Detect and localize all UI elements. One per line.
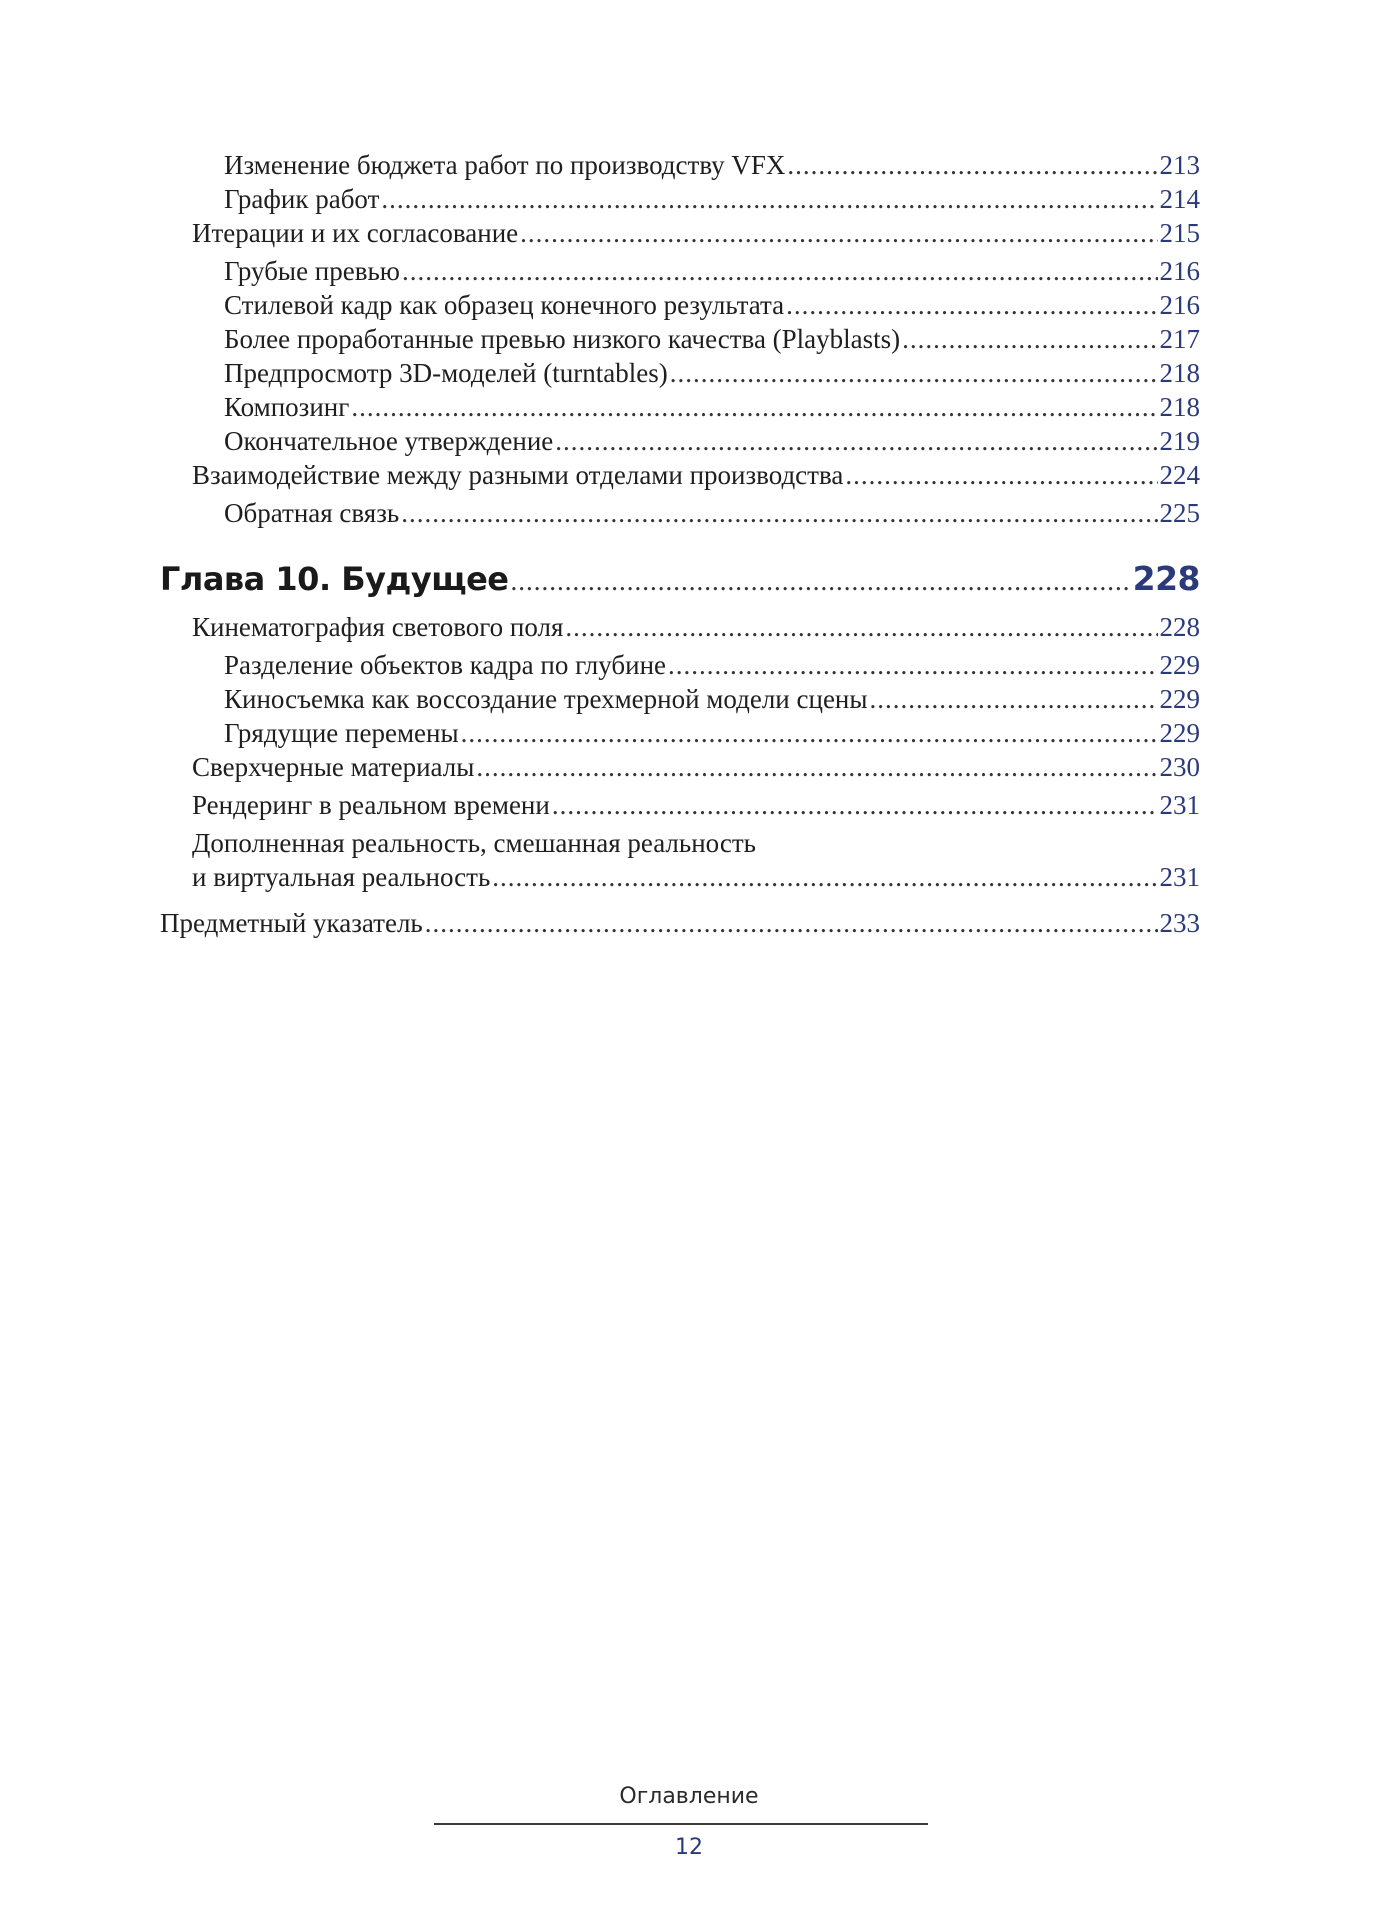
dot-leader bbox=[845, 462, 1157, 489]
toc-page-number: 229 bbox=[1159, 650, 1200, 680]
toc-entry-title: Композинг bbox=[224, 392, 350, 422]
toc-entry-title: Изменение бюджета работ по производству VFX bbox=[224, 150, 786, 180]
toc-entry-title: Предметный указатель bbox=[160, 908, 423, 938]
toc-chapter-10[interactable] bbox=[160, 559, 1200, 598]
toc-page-number: 218 bbox=[1159, 358, 1200, 388]
toc-entry-playblasts[interactable] bbox=[160, 326, 1200, 353]
toc-entry-title: Обратная связь bbox=[224, 498, 400, 528]
dot-leader bbox=[870, 686, 1158, 713]
dot-leader bbox=[520, 220, 1157, 247]
toc-page-number: 214 bbox=[1159, 184, 1200, 214]
toc-entry-title: Итерации и их согласование bbox=[192, 218, 519, 248]
dot-leader bbox=[402, 258, 1158, 285]
toc-page-number: 219 bbox=[1159, 426, 1200, 456]
toc-entry-index[interactable] bbox=[160, 910, 1200, 937]
dot-leader bbox=[670, 360, 1158, 387]
page-number: 12 bbox=[675, 1835, 703, 1860]
dot-leader bbox=[510, 568, 1130, 595]
toc-page-number: 217 bbox=[1159, 324, 1200, 354]
toc-entry-style-frame[interactable] bbox=[160, 292, 1200, 319]
dot-leader bbox=[565, 614, 1157, 641]
toc-entry-title: Кинематография светового поля bbox=[192, 612, 564, 642]
toc-page-number: 218 bbox=[1159, 392, 1200, 422]
toc-page-number: 215 bbox=[1159, 218, 1200, 248]
toc-entry-title: Предпросмотр 3D-моделей (turntables) bbox=[224, 358, 668, 388]
toc-entry-schedule[interactable] bbox=[160, 186, 1200, 213]
toc-entry-title: Сверхчерные материалы bbox=[192, 752, 475, 782]
toc-entry-xr[interactable] bbox=[160, 864, 1200, 891]
toc-entry-departments[interactable] bbox=[160, 462, 1200, 489]
dot-leader bbox=[668, 652, 1157, 679]
chapter-title: Глава 10. Будущее bbox=[160, 560, 509, 598]
toc-entry-title: Грядущие перемены bbox=[224, 718, 459, 748]
dot-leader bbox=[787, 152, 1157, 179]
toc-entry-superblack[interactable] bbox=[160, 754, 1200, 781]
toc-page-number: 228 bbox=[1159, 612, 1200, 642]
toc-entry-depth-separation[interactable] bbox=[160, 652, 1200, 679]
toc-entry-title: Взаимодействие между разными отделами производства bbox=[192, 460, 844, 490]
dot-leader bbox=[401, 500, 1157, 527]
dot-leader bbox=[555, 428, 1157, 455]
dot-leader bbox=[381, 186, 1157, 213]
toc-entry-3d-scene[interactable] bbox=[160, 686, 1200, 713]
toc-entry-turntables[interactable] bbox=[160, 360, 1200, 387]
toc-entry-light-field[interactable] bbox=[160, 614, 1200, 641]
toc-page-number: 233 bbox=[1159, 908, 1200, 938]
toc-entry-title: График работ bbox=[224, 184, 380, 214]
toc-page-number: 231 bbox=[1159, 790, 1200, 820]
running-footer-title: Оглавление bbox=[619, 1784, 759, 1809]
toc-entry-title: Киносъемка как воссоздание трехмерной модели сцены bbox=[224, 684, 868, 714]
toc-entry-title: Грубые превью bbox=[224, 256, 400, 286]
toc-entry-xr-line1[interactable]: Дополненная реальность, смешанная реальность bbox=[192, 828, 756, 858]
toc-entry-coming-changes[interactable] bbox=[160, 720, 1200, 747]
toc-entry-title: и виртуальная реальность bbox=[192, 862, 491, 892]
toc-entry-title: Окончательное утверждение bbox=[224, 426, 554, 456]
toc-page-number: 231 bbox=[1159, 862, 1200, 892]
toc-entry-title: Рендеринг в реальном времени bbox=[192, 790, 550, 820]
dot-leader bbox=[351, 394, 1157, 421]
dot-leader bbox=[476, 754, 1157, 781]
toc-page-number: 216 bbox=[1159, 290, 1200, 320]
dot-leader bbox=[461, 720, 1158, 747]
chapter-page-number: 228 bbox=[1132, 559, 1200, 598]
toc-entry-title: Разделение объектов кадра по глубине bbox=[224, 650, 667, 680]
toc-entry-feedback[interactable] bbox=[160, 500, 1200, 527]
dot-leader bbox=[786, 292, 1157, 319]
toc-entry-realtime-rendering[interactable] bbox=[160, 792, 1200, 819]
dot-leader bbox=[492, 864, 1157, 891]
toc-entry-title: Более проработанные превью низкого качества (Playblasts) bbox=[224, 324, 901, 354]
dot-leader bbox=[552, 792, 1158, 819]
toc-entry-budget-change[interactable] bbox=[160, 152, 1200, 179]
toc-entry-compositing[interactable] bbox=[160, 394, 1200, 421]
footer-divider bbox=[434, 1823, 928, 1825]
dot-leader bbox=[902, 326, 1157, 353]
toc-entry-rough-previews[interactable] bbox=[160, 258, 1200, 285]
toc-page-number: 229 bbox=[1159, 684, 1200, 714]
toc-page-number: 225 bbox=[1159, 498, 1200, 528]
toc-entry-title: Стилевой кадр как образец конечного результата bbox=[224, 290, 785, 320]
dot-leader bbox=[425, 910, 1158, 937]
toc-entry-final-approval[interactable] bbox=[160, 428, 1200, 455]
toc-page-number: 230 bbox=[1159, 752, 1200, 782]
toc-page-number: 224 bbox=[1159, 460, 1200, 490]
toc-entry-iterations[interactable] bbox=[160, 220, 1200, 247]
toc-page-number: 213 bbox=[1159, 150, 1200, 180]
toc-page-number: 229 bbox=[1159, 718, 1200, 748]
toc-page-number: 216 bbox=[1159, 256, 1200, 286]
